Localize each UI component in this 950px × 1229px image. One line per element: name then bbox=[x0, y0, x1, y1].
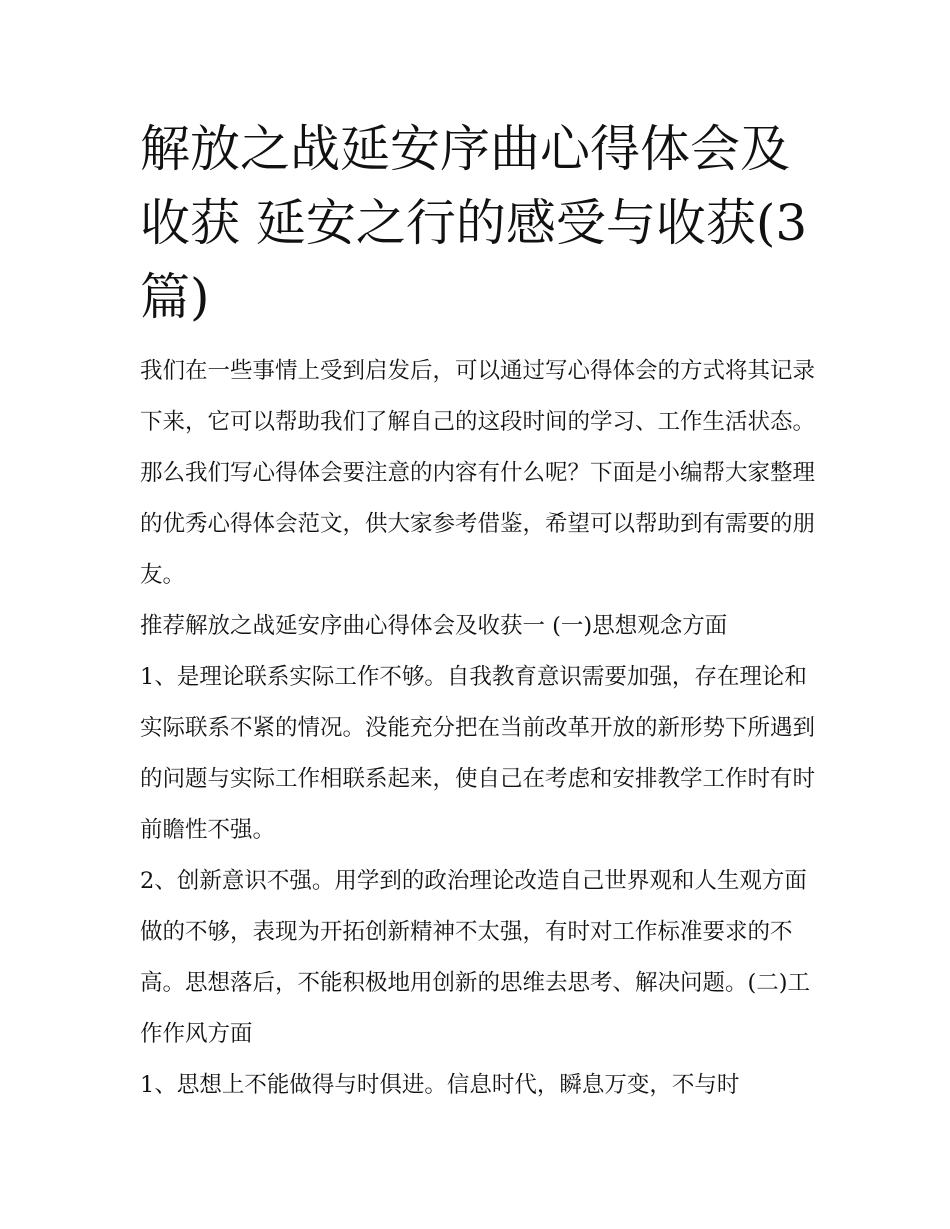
paragraph-point-2: 2、创新意识不强。用学到的政治理论改造自己世界观和人生观方面做的不够，表现为开拓创新精神不太强，有时对工作标准要求的不高。思想落后，不能积极地用创新的思维去思考、解决问题。(二)工作作风方面 bbox=[140, 868, 811, 1047]
document-title: 解放之战延安序曲心得体会及收获 延安之行的感受与收获(3篇) bbox=[140, 120, 808, 326]
paragraph-section-heading: 推荐解放之战延安序曲心得体会及收获一 (一)思想观念方面 bbox=[140, 613, 728, 639]
paragraph-intro: 我们在一些事情上受到启发后，可以通过写心得体会的方式将其记录下来，它可以帮助我们了解自己的这段时间的学习、工作生活状态。那么我们写心得体会要注意的内容有什么呢？下面是小编帮大家整理的优秀心得体会范文，供大家参考借鉴，希望可以帮助到有需要的朋友。 bbox=[140, 358, 816, 588]
document-body bbox=[140, 112, 820, 1111]
paragraph-point-1: 1、是理论联系实际工作不够。自我教育意识需要加强，存在理论和实际联系不紧的情况。没能充分把在当前改革开放的新形势下所遇到的问题与实际工作相联系起来，使自己在考虑和安排教学工作时有时前瞻性不强。 bbox=[140, 664, 816, 843]
paragraph-point-3: 1、思想上不能做得与时俱进。信息时代，瞬息万变，不与时 bbox=[140, 1072, 740, 1098]
